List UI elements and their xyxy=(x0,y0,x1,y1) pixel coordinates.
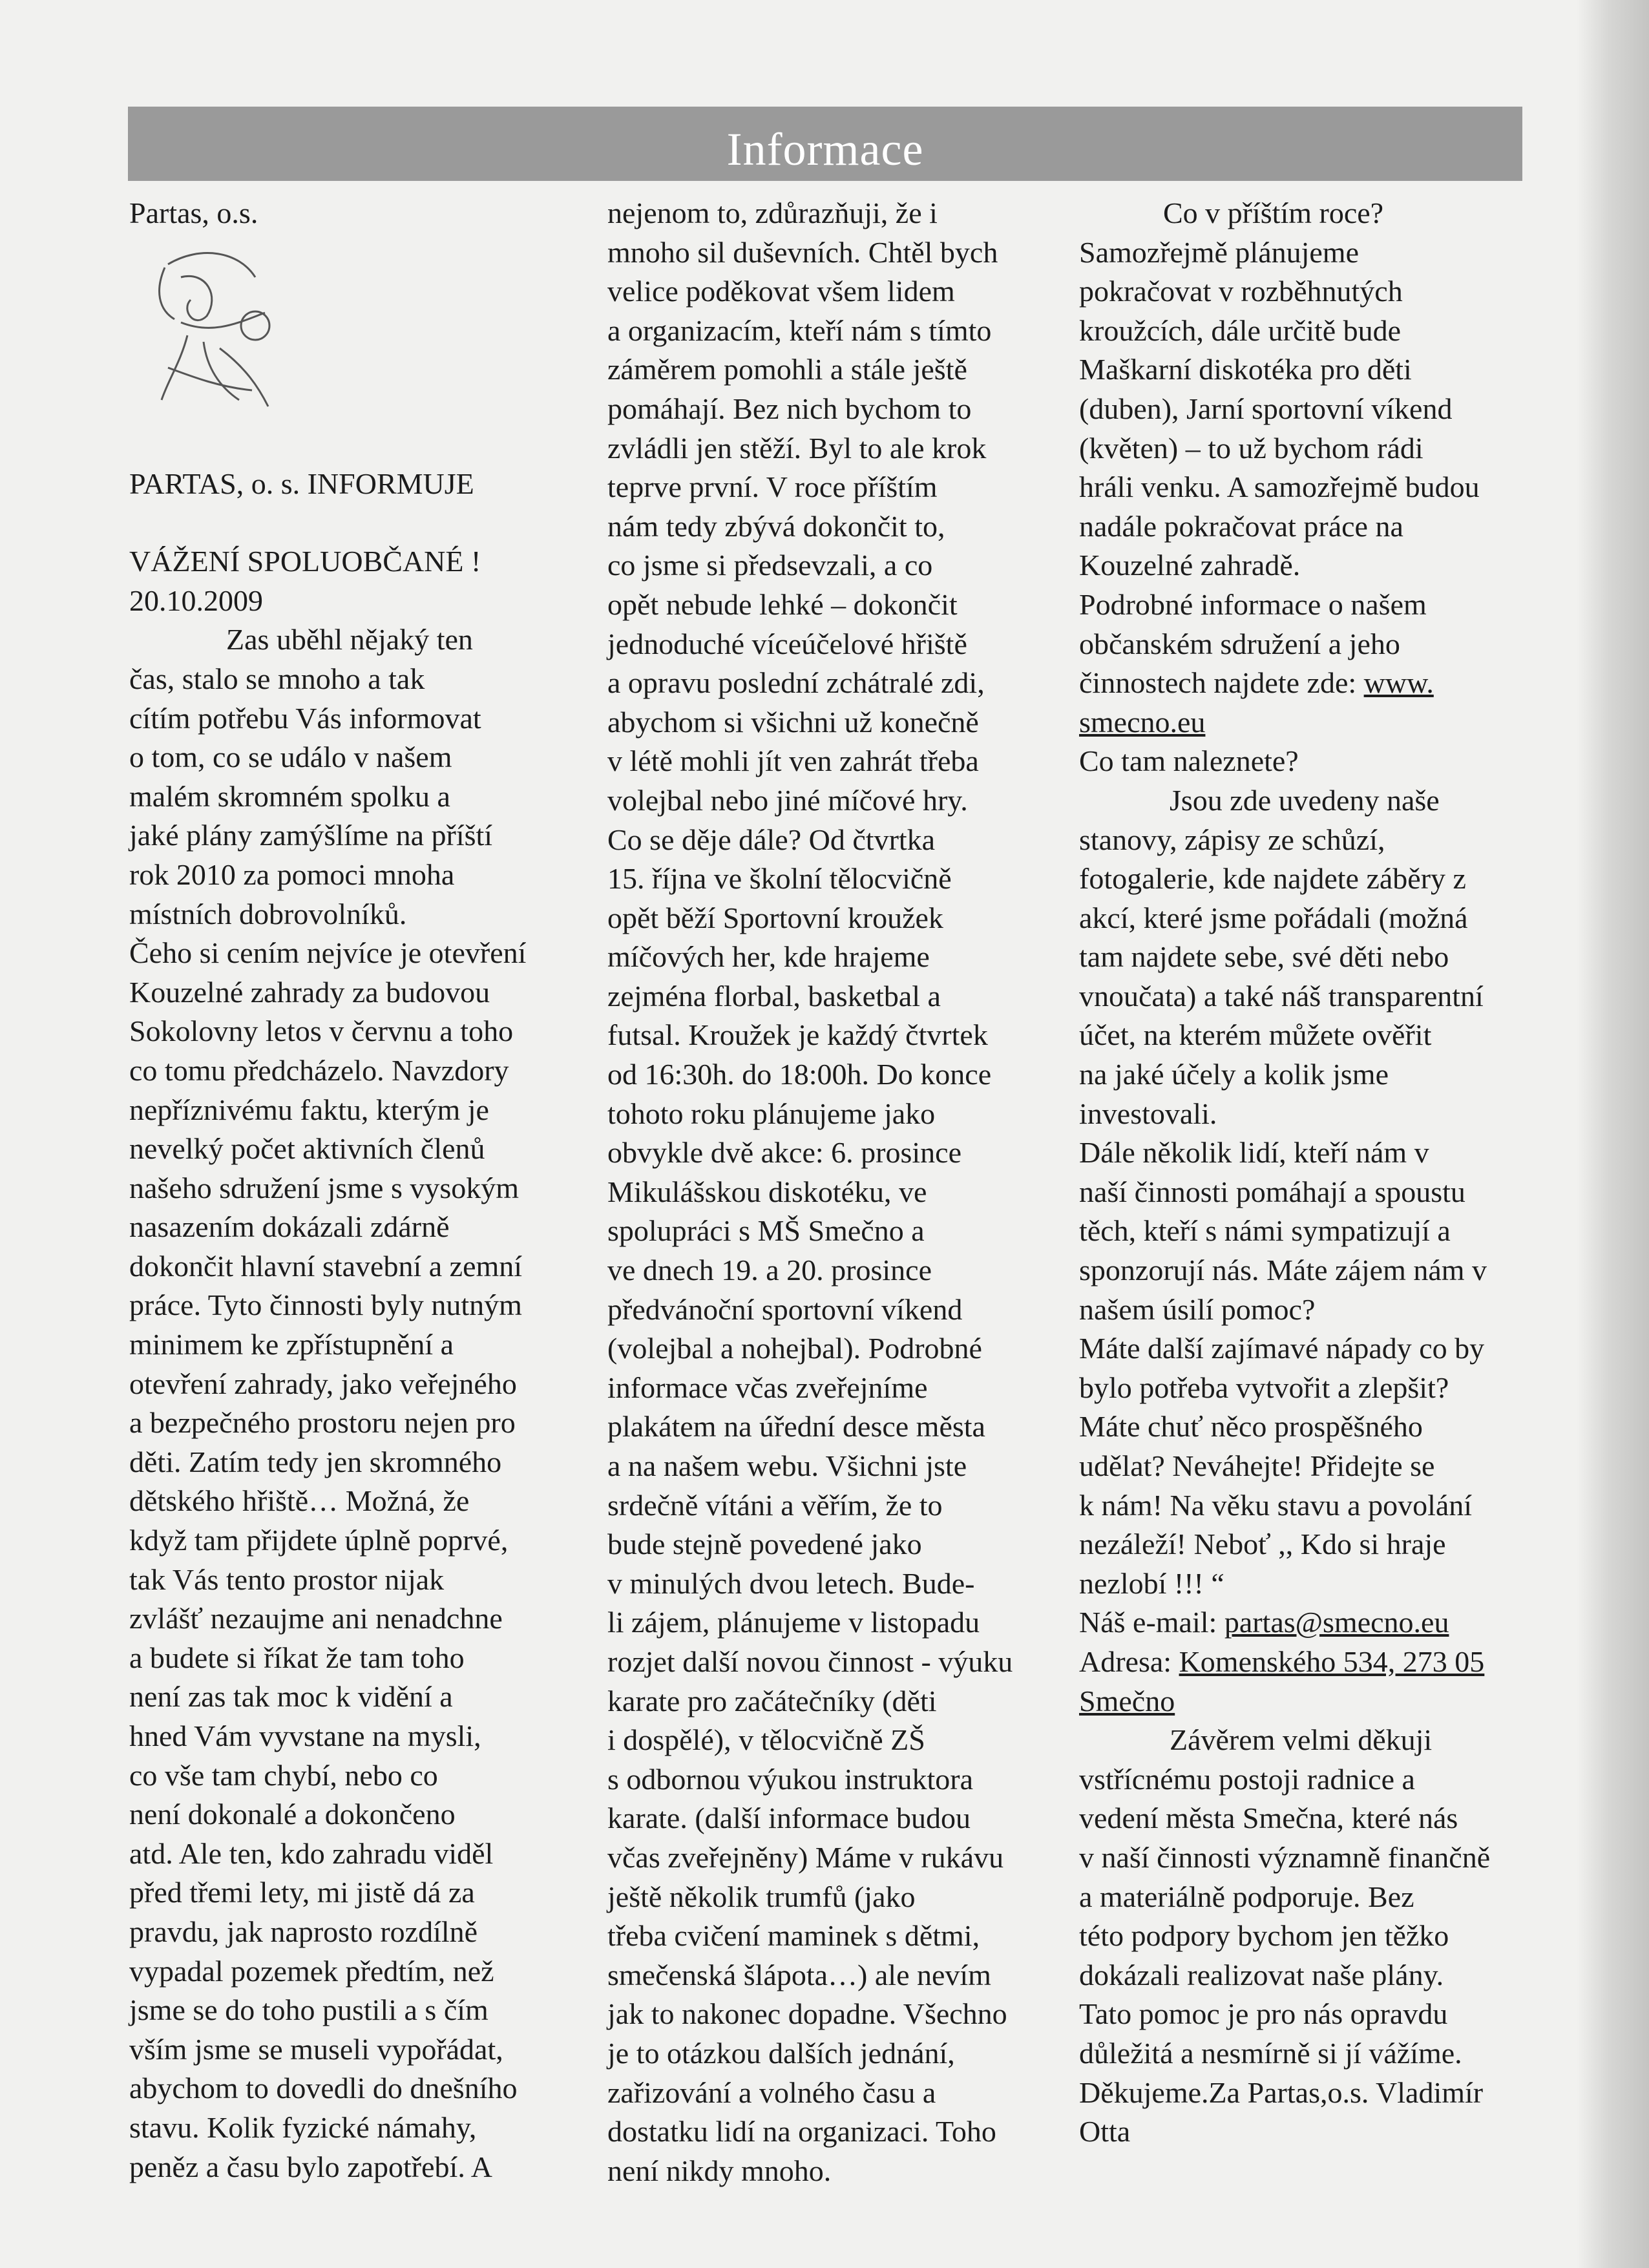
text-line: mnoho sil duševních. Chtěl bych xyxy=(607,235,998,269)
text-line: v létě mohli jít ven zahrát třeba xyxy=(607,744,979,778)
text-line: co jsme si předsevzali, a co xyxy=(607,549,933,582)
text-line: Mikulášskou diskotéku, ve xyxy=(607,1175,927,1208)
text-line: Děkujeme.Za Partas,o.s. Vladimír xyxy=(1079,2075,1484,2109)
text-line: vstřícnému postoji radnice a xyxy=(1079,1762,1415,1796)
text-line: není dokonalé a dokončeno xyxy=(129,1798,456,1831)
text-line: plakátem na úřední desce města xyxy=(607,1410,985,1444)
text-line: zvládli jen stěží. Byl to ale krok xyxy=(607,431,987,465)
text-line: občanském sdružení a jeho xyxy=(1079,627,1400,660)
text-line: nám tedy zbývá dokončit to, xyxy=(607,509,945,543)
text-line: není nikdy mnoho. xyxy=(607,2154,832,2187)
text-line: fotogalerie, kde najdete záběry z xyxy=(1079,862,1466,896)
text-line: pokračovat v rozběhnutých xyxy=(1079,275,1403,308)
web-line xyxy=(1079,664,1531,703)
text-line: peněz a času bylo zapotřebí. A xyxy=(129,2150,492,2183)
text-line: Čeho si cením nejvíce je otevření xyxy=(129,936,527,970)
text-line: (volejbal a nohejbal). Podrobné xyxy=(607,1332,982,1365)
partas-logo-icon xyxy=(142,238,304,419)
text-line: jednoduché víceúčelové hřiště xyxy=(607,627,967,660)
text-line: velice poděkovat všem lidem xyxy=(607,275,955,308)
text-line: není zas tak moc k vidění a xyxy=(129,1680,453,1714)
text-line: předvánoční sportovní víkend xyxy=(607,1292,963,1326)
text-line: obvykle dvě akce: 6. prosince xyxy=(607,1136,961,1170)
text-line: i dospělé), v tělocvičně ZŠ xyxy=(607,1723,925,1757)
text-line: v naší činnosti významně finančně xyxy=(1079,1840,1491,1874)
text-line: opět běží Sportovní kroužek xyxy=(607,901,943,934)
address-label: Adresa: xyxy=(1079,1644,1179,1678)
text-line: dostatku lidí na organizaci. Toho xyxy=(607,2115,996,2148)
text-line: jsme se do toho pustili a s čím xyxy=(129,1993,488,2027)
address-line-2 xyxy=(1079,1682,1531,1721)
text-line: sponzorují nás. Máte zájem nám v xyxy=(1079,1254,1487,1287)
text-line: otevření zahrady, jako veřejného xyxy=(129,1367,517,1400)
text-line: tam najdete sebe, své děti nebo xyxy=(1079,940,1449,974)
text-line: vypadal pozemek předtím, než xyxy=(129,1954,494,1988)
date: 20.10.2009 xyxy=(129,583,263,617)
org-name: Partas, o.s. xyxy=(129,196,258,229)
text-line: od 16:30h. do 18:00h. Do konce xyxy=(607,1058,992,1091)
text-line: bude stejně povedené jako xyxy=(607,1528,922,1561)
banner-title: Informace xyxy=(726,123,924,175)
text-line: o tom, co se událo v našem xyxy=(129,740,452,774)
text-line: futsal. Kroužek je každý čtvrtek xyxy=(607,1018,988,1052)
text-line: s odbornou výukou instruktora xyxy=(607,1762,974,1796)
text-line: děti. Zatím tedy jen skromného xyxy=(129,1445,502,1478)
email-label: Náš e-mail: xyxy=(1079,1606,1224,1639)
text-line: vnoučata) a také náš transparentní xyxy=(1079,979,1484,1013)
text-line: a bezpečného prostoru nejen pro xyxy=(129,1406,516,1440)
text-line: této podpory bychom jen těžko xyxy=(1079,1919,1449,1953)
text-line: nasazením dokázali zdárně xyxy=(129,1210,450,1244)
text-line: a opravu poslední zchátralé zdi, xyxy=(607,666,985,700)
text-line: nezáleží! Neboť ,, Kdo si hraje xyxy=(1079,1528,1446,1561)
address-city: Smečno xyxy=(1079,1684,1175,1717)
text-line: malém skromném spolku a xyxy=(129,779,450,813)
column-3 xyxy=(1079,194,1531,2152)
text-line: nepříznivému faktu, kterým je xyxy=(129,1093,489,1126)
text-line: Sokolovny letos v červnu a toho xyxy=(129,1014,514,1048)
text-line: smečenská šlápota…) ale nevím xyxy=(607,1958,991,1991)
text-line: 15. října ve školní tělocvičně xyxy=(607,862,952,896)
text-line: co tomu předcházelo. Navzdory xyxy=(129,1053,509,1087)
website-link[interactable]: www. xyxy=(1363,666,1434,700)
text-line: investovali. xyxy=(1079,1097,1217,1130)
text-line: (květen) – to už bychom rádi xyxy=(1079,431,1423,465)
text-line: místních dobrovolníků. xyxy=(129,897,407,930)
text-line: volejbal nebo jiné míčové hry. xyxy=(607,783,968,817)
text-line: dokázali realizovat naše plány. xyxy=(1079,1958,1444,1991)
text-line: nadále pokračovat práce na xyxy=(1079,509,1403,543)
text-line: atd. Ale ten, kdo zahradu viděl xyxy=(129,1836,494,1870)
text-line: vedení města Smečna, které nás xyxy=(1079,1801,1458,1835)
text-line: Máte chuť něco prospěšného xyxy=(1079,1410,1423,1444)
text-line: nevelký počet aktivních členů xyxy=(129,1132,485,1166)
text-line: účet, na kterém můžete ověřit xyxy=(1079,1018,1432,1052)
text-line: Jsou zde uvedeny naše xyxy=(1170,783,1440,817)
text-line: když tam přijdete úplně poprvé, xyxy=(129,1524,509,1557)
greeting: VÁŽENÍ SPOLUOBČANÉ ! xyxy=(129,545,481,578)
text-line: tak Vás tento prostor nijak xyxy=(129,1562,445,1596)
text-line: tohoto roku plánujeme jako xyxy=(607,1097,936,1130)
text-line: a na našem webu. Všichni jste xyxy=(607,1449,967,1482)
text-line: je to otázkou dalších jednání, xyxy=(607,2036,955,2070)
text-line: abychom to dovedli do dnešního xyxy=(129,2072,518,2105)
text-line: Podrobné informace o našem xyxy=(1079,587,1427,621)
text-line: pravdu, jak naprosto rozdílně xyxy=(129,1915,478,1948)
text-line: našem úsilí pomoc? xyxy=(1079,1292,1316,1326)
text-line: spolupráci s MŠ Smečno a xyxy=(607,1214,925,1248)
text-line: čas, stalo se mnoho a tak xyxy=(129,662,425,695)
text-line: míčových her, kde hrajeme xyxy=(607,940,930,974)
text-line: ve dnech 19. a 20. prosince xyxy=(607,1254,932,1287)
text-line: včas zveřejněny) Máme v rukávu xyxy=(607,1840,1004,1874)
heading-informuje: PARTAS, o. s. INFORMUJE xyxy=(129,467,474,500)
text-line: karate pro začátečníky (děti xyxy=(607,1684,937,1717)
text-line: Maškarní diskotéka pro děti xyxy=(1079,353,1412,386)
text-line: pomáhají. Bez nich bychom to xyxy=(607,392,972,425)
text-line: Dále několik lidí, kteří nám v xyxy=(1079,1136,1429,1170)
text-line: jaké plány zamýšlíme na příští xyxy=(129,819,493,852)
column-1 xyxy=(129,194,543,2187)
text-line: Otta xyxy=(1079,2115,1131,2148)
text-line: Závěrem velmi děkuji xyxy=(1170,1723,1433,1757)
web-prefix: činnostech najdete zde: xyxy=(1079,666,1364,700)
text-line: teprve první. V roce příštím xyxy=(607,470,938,504)
text-line: před třemi lety, mi jistě dá za xyxy=(129,1876,475,1909)
text-line: bylo potřeba vytvořit a zlepšit? xyxy=(1079,1370,1449,1404)
address-street: Komenského 534, 273 05 xyxy=(1179,1644,1485,1678)
text-line: Co se děje dále? Od čtvrtka xyxy=(607,823,936,856)
text-line: práce. Tyto činnosti byly nutným xyxy=(129,1288,522,1322)
text-line: v minulých dvou letech. Bude- xyxy=(607,1566,975,1600)
text-line: jak to nakonec dopadne. Všechno xyxy=(607,1997,1007,2031)
text-line: srdečně vítáni a věřím, že to xyxy=(607,1488,943,1522)
text-line: li zájem, plánujeme v listopadu xyxy=(607,1606,980,1639)
text-line: Tato pomoc je pro nás opravdu xyxy=(1079,1997,1448,2031)
text-line: kroužcích, dále určitě bude xyxy=(1079,313,1402,347)
text-line: stanovy, zápisy ze schůzí, xyxy=(1079,823,1385,856)
text-line: dětského hřiště… Možná, že xyxy=(129,1484,470,1518)
text-line: naší činnosti pomáhají a spoustu xyxy=(1079,1175,1465,1208)
text-line: záměrem pomohli a stále ještě xyxy=(607,353,967,386)
text-line: informace včas zveřejníme xyxy=(607,1370,928,1404)
page-edge-shadow xyxy=(1577,0,1649,2268)
address-line xyxy=(1079,1643,1531,1682)
heading-next-year: Co v příštím roce? xyxy=(1163,196,1384,229)
text-line: nejenom to, zdůrazňuji, že i xyxy=(607,196,938,229)
text-line: Kouzelné zahrady za budovou xyxy=(129,975,490,1009)
text-line: a organizacím, kteří nám s tímto xyxy=(607,313,992,347)
text-line: abychom si všichni už konečně xyxy=(607,705,979,739)
website-link-continued[interactable]: smecno.eu xyxy=(1079,705,1206,739)
text-line: minimem ke zpřístupnění a xyxy=(129,1328,454,1361)
text-line: udělat? Neváhejte! Přidejte se xyxy=(1079,1449,1435,1482)
text-line: rozjet další novou činnost - výuku xyxy=(607,1644,1013,1678)
text-line: rok 2010 za pomoci mnoha xyxy=(129,857,455,891)
text-line: a budete si říkat že tam toho xyxy=(129,1641,465,1674)
text-line: našeho sdružení jsme s vysokým xyxy=(129,1171,520,1204)
text-line: důležitá a nesmírně si jí vážíme. xyxy=(1079,2036,1462,2070)
text-line: ještě několik trumfů (jako xyxy=(607,1880,916,1913)
text-line: Samozřejmě plánujeme xyxy=(1079,235,1360,269)
text-line: Zas uběhl nějaký ten xyxy=(226,623,473,656)
web-line-2 xyxy=(1079,703,1531,742)
question-what-there: Co tam naleznete? xyxy=(1079,744,1299,778)
text-line: akcí, které jsme pořádali (možná xyxy=(1079,901,1468,934)
text-line: Kouzelné zahradě. xyxy=(1079,549,1301,582)
column-2 xyxy=(607,194,1047,2190)
text-line: stavu. Kolik fyzické námahy, xyxy=(129,2110,477,2144)
text-line: hned Vám vyvstane na mysli, xyxy=(129,1719,481,1752)
text-line: hráli venku. A samozřejmě budou xyxy=(1079,470,1480,504)
text-line: nezlobí !!! “ xyxy=(1079,1566,1224,1600)
text-line: opět nebude lehké – dokončit xyxy=(607,587,958,621)
text-line: vším jsme se museli vypořádat, xyxy=(129,2032,503,2066)
text-line: třeba cvičení maminek s dětmi, xyxy=(607,1919,980,1953)
text-line: zejména florbal, basketbal a xyxy=(607,979,941,1013)
text-line: těch, kteří s námi sympatizují a xyxy=(1079,1214,1451,1248)
text-line: zvlášť nezaujme ani nenadchne xyxy=(129,1602,503,1635)
text-line: k nám! Na věku stavu a povolání xyxy=(1079,1488,1473,1522)
email-line xyxy=(1079,1603,1531,1643)
text-line: a materiálně podporuje. Bez xyxy=(1079,1880,1414,1913)
text-line: cítím potřebu Vás informovat xyxy=(129,701,481,735)
text-line: (duben), Jarní sportovní víkend xyxy=(1079,392,1453,425)
email-link[interactable]: partas@smecno.eu xyxy=(1224,1606,1449,1639)
section-banner xyxy=(128,107,1522,181)
text-line: na jaké účely a kolik jsme xyxy=(1079,1058,1389,1091)
text-line: co vše tam chybí, nebo co xyxy=(129,1758,438,1792)
text-line: karate. (další informace budou xyxy=(607,1801,971,1835)
text-line: dokončit hlavní stavební a zemní xyxy=(129,1249,523,1283)
text-line: Máte další zajímavé nápady co by xyxy=(1079,1332,1485,1365)
text-line: zařizování a volného času a xyxy=(607,2075,936,2109)
